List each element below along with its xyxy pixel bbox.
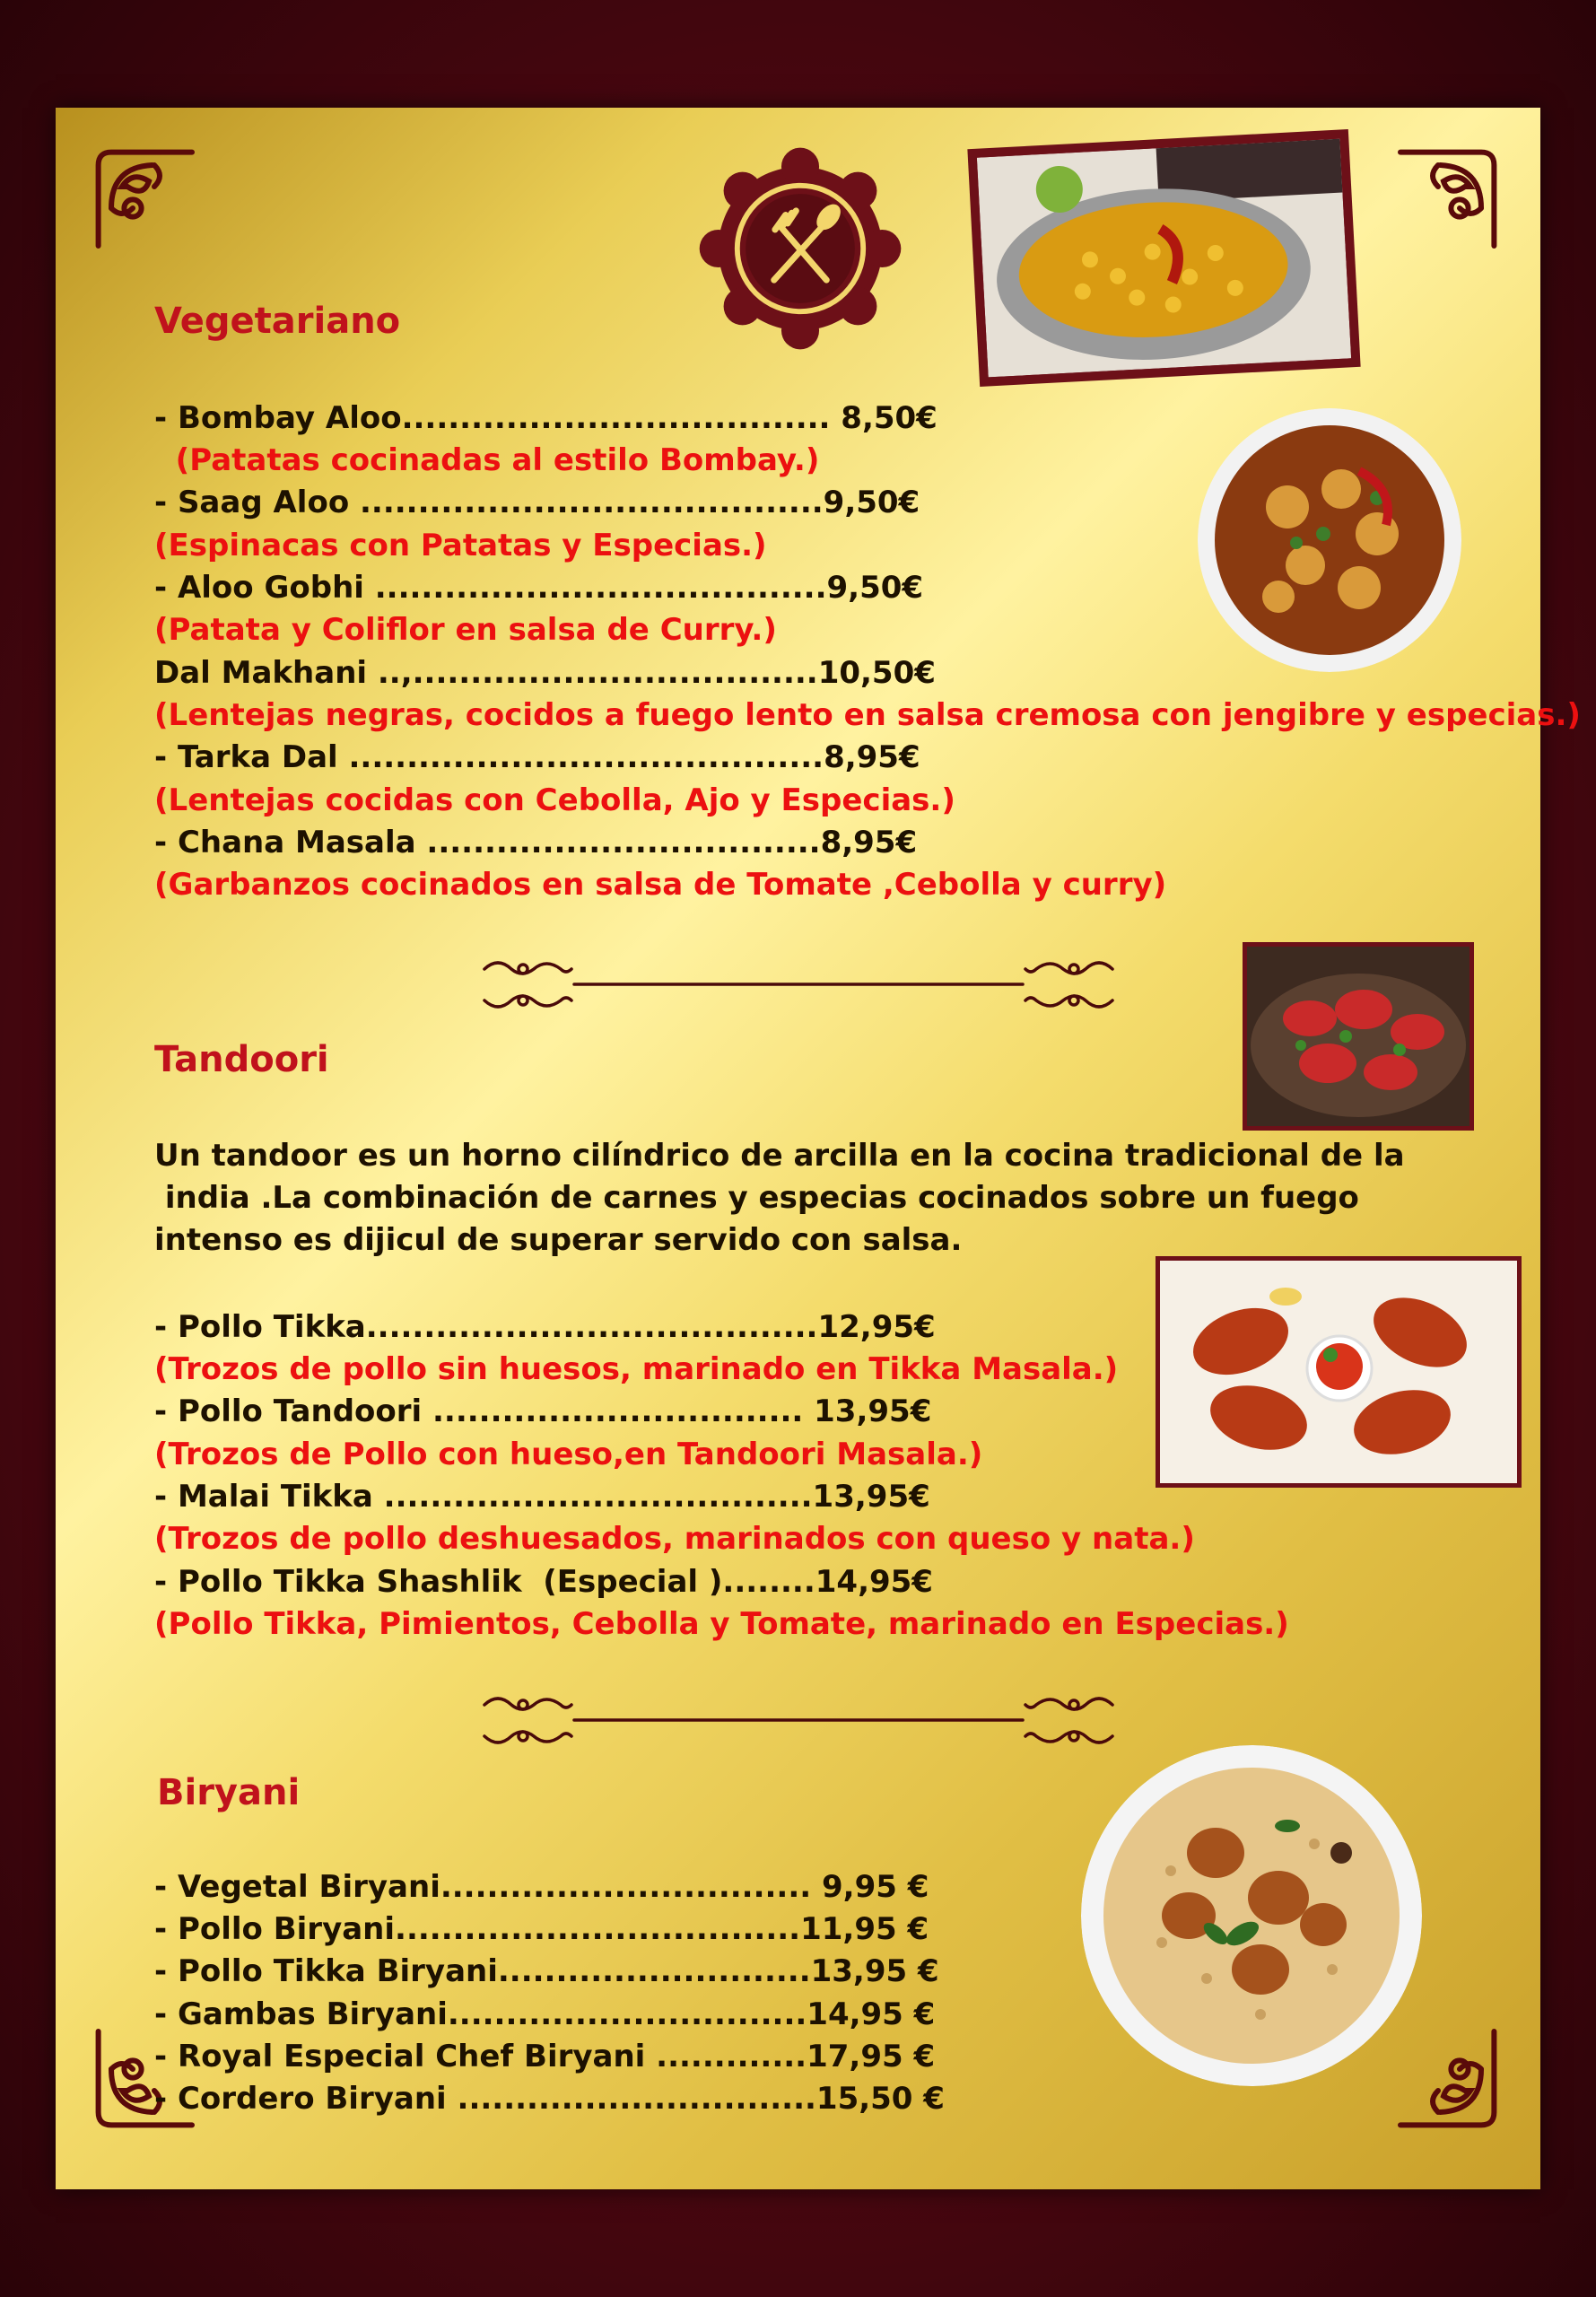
menu-line: (Garbanzos cocinados en salsa de Tomate ,Cebolla y curry) <box>154 867 1167 903</box>
menu-line: - Saag Aloo ........................................9,50€ <box>154 485 920 520</box>
menu-line: (Trozos de pollo sin huesos, marinado en Tikka Masala.) <box>154 1351 1119 1387</box>
section-title-biryani: Biryani <box>157 1772 301 1813</box>
menu-line: - Pollo Biryani...................................11,95 € <box>154 1911 929 1947</box>
menu-line: - Malai Tikka .....................................13,95€ <box>154 1479 930 1515</box>
ornate-corner-icon <box>1395 144 1503 251</box>
aloo-gobhi-photo <box>1198 408 1461 672</box>
tandoori-platter-photo <box>1243 942 1474 1131</box>
menu-line: (Lentejas negras, cocidos a fuego lento en salsa cremosa con jengibre y especias.) <box>154 697 1581 733</box>
menu-line: - Royal Especial Chef Biryani .............17,95 € <box>154 2039 936 2074</box>
menu-line: (Patata y Coliflor en salsa de Curry.) <box>154 612 777 648</box>
scroll-divider-icon <box>480 1687 1117 1754</box>
menu-line: - Vegetal Biryani................................ 9,95 € <box>154 1869 929 1905</box>
tandoori-chicken-photo <box>1156 1256 1522 1488</box>
menu-line: - Chana Masala ..................................8,95€ <box>154 825 918 860</box>
dal-dish-photo <box>967 129 1360 387</box>
menu-line: - Pollo Tikka Biryani...........................13,95 € <box>154 1953 939 1989</box>
tandoori-intro-line: intenso es dijicul de superar servido con salsa. <box>154 1222 963 1258</box>
biryani-photo <box>1081 1745 1422 2086</box>
section-title-tandoori: Tandoori <box>154 1039 329 1080</box>
menu-line: - Cordero Biryani ...............................15,50 € <box>154 2081 945 2117</box>
ornate-corner-icon <box>90 144 197 251</box>
fork-spoon-icon <box>695 144 905 354</box>
tandoori-intro-line: Un tandoor es un horno cilíndrico de arcilla en la cocina tradicional de la <box>154 1138 1405 1174</box>
menu-line: - Pollo Tandoori ................................ 13,95€ <box>154 1393 932 1429</box>
section-title-vegetariano: Vegetariano <box>154 301 401 342</box>
ornate-corner-icon <box>1395 2026 1503 2134</box>
menu-line: - Tarka Dal .........................................8,95€ <box>154 739 920 775</box>
menu-line: Dal Makhani ..,...................................10,50€ <box>154 655 936 691</box>
menu-line: (Pollo Tikka, Pimientos, Cebolla y Tomate, marinado en Especias.) <box>154 1606 1289 1642</box>
menu-line: (Espinacas con Patatas y Especias.) <box>154 528 767 563</box>
menu-line: - Pollo Tikka Shashlik (Especial )........14,95€ <box>154 1564 933 1600</box>
menu-line: (Trozos de Pollo con hueso,en Tandoori Masala.) <box>154 1437 983 1472</box>
menu-line: (Lentejas cocidas con Cebolla, Ajo y Especias.) <box>154 782 955 818</box>
menu-line: - Aloo Gobhi .......................................9,50€ <box>154 570 924 606</box>
menu-line: (Trozos de pollo deshuesados, marinados con queso y nata.) <box>154 1521 1195 1557</box>
menu-line: - Bombay Aloo..................................... 8,50€ <box>154 400 938 436</box>
menu-line: - Pollo Tikka.......................................12,95€ <box>154 1309 936 1345</box>
tandoori-intro-line: india .La combinación de carnes y especias cocinados sobre un fuego <box>154 1180 1359 1216</box>
scroll-divider-icon <box>480 951 1117 1018</box>
menu-line: (Patatas cocinadas al estilo Bombay.) <box>154 442 820 478</box>
menu-line: - Gambas Biryani...............................14,95 € <box>154 1996 936 2032</box>
